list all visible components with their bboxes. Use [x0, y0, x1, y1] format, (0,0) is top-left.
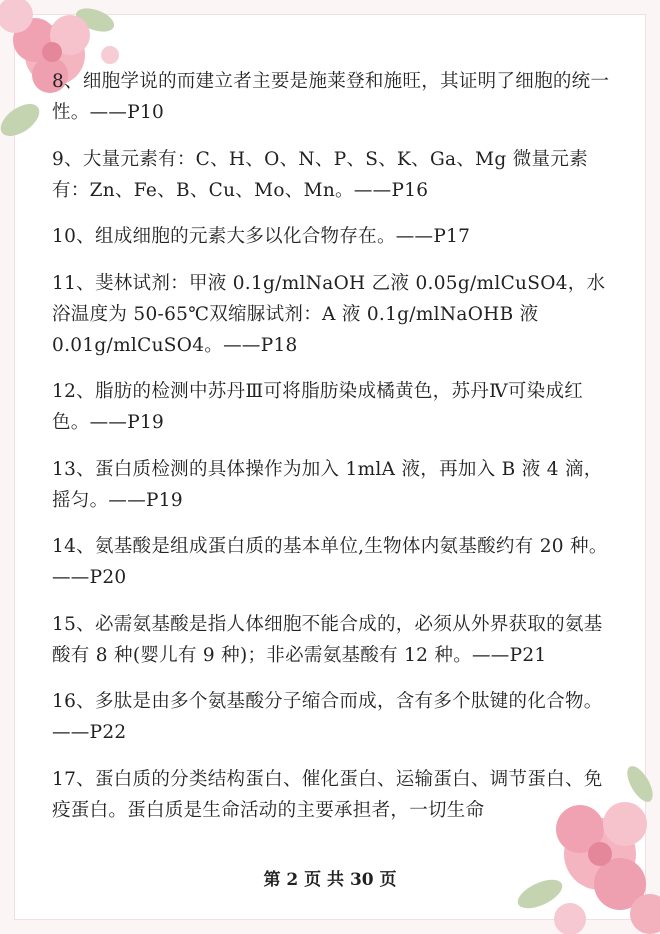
- list-item: 10、组成细胞的元素大多以化合物存在。——P17: [52, 226, 471, 247]
- list-item: 8、细胞学说的而建立者主要是施莱登和施旺，其证明了细胞的统一性。——P10: [52, 71, 610, 123]
- page-number-footer: 第 2 页 共 30 页: [263, 870, 397, 890]
- list-item: 12、脂肪的检测中苏丹Ⅲ可将脂肪染成橘黄色，苏丹Ⅳ可染成红色。——P19: [52, 381, 584, 433]
- list-item: 14、氨基酸是组成蛋白质的基本单位,生物体内氨基酸约有 20 种。——P20: [52, 536, 608, 588]
- list-item: 17、蛋白质的分类结构蛋白、催化蛋白、运输蛋白、调节蛋白、免疫蛋白。蛋白质是生命活动的主要承担者，一切生命: [52, 768, 603, 821]
- list-item: 15、必需氨基酸是指人体细胞不能合成的，必须从外界获取的氨基酸有 8 种(婴儿有 9 种)；非必需氨基酸有 12 种。——P21: [52, 613, 603, 666]
- list-item: 9、大量元素有：C、H、O、N、P、S、K、Ga、Mg 微量元素有：Zn、Fe、B、Cu、Mo、Mn。——P16: [52, 148, 588, 201]
- list-item: 11、斐林试剂：甲液 0.1g/mlNaOH 乙液 0.05g/mlCuSO4，水浴温度为 50-65℃双缩脲试剂：A 液 0.1g/mlNaOHB 液 0.01g/mlCuSO4。——P18: [52, 272, 606, 356]
- list-item: 16、多肽是由多个氨基酸分子缩合而成，含有多个肽键的化合物。——P22: [52, 691, 603, 743]
- list-item: 13、蛋白质检测的具体操作为加入 1mlA 液，再加入 B 液 4 滴，摇匀。——P19: [52, 458, 603, 511]
- document-body: [52, 66, 612, 841]
